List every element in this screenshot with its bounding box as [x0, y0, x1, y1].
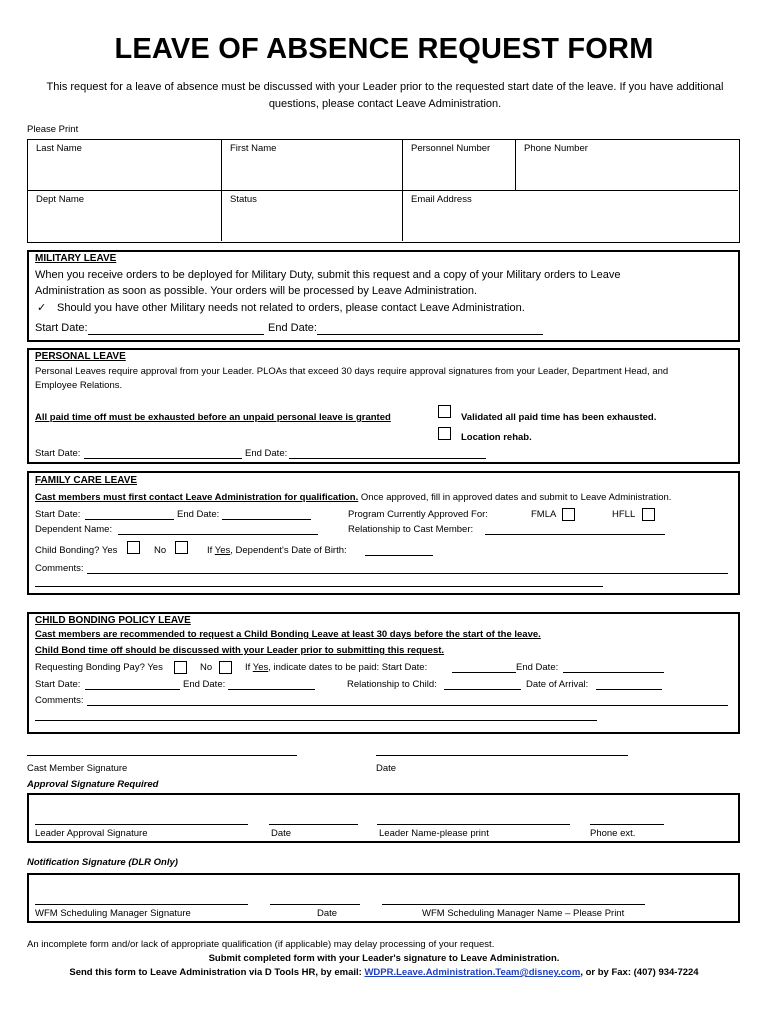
dependent-name-label: Dependent Name: — [35, 524, 113, 535]
location-rehab-label: Location rehab. — [461, 432, 532, 443]
status-field[interactable] — [222, 191, 403, 241]
wfm-name-label: WFM Scheduling Manager Name – Please Print — [422, 908, 625, 919]
military-end-date-input[interactable] — [317, 334, 543, 335]
leader-date-label: Date — [271, 828, 292, 839]
personal-leave-heading: PERSONAL LEAVE — [35, 351, 126, 362]
relationship-child-label: Relationship to Child: — [347, 679, 437, 690]
military-bullet: Should you have other Military needs not related to orders, please contact Leave Administration. — [57, 302, 525, 314]
family-end-date-input[interactable] — [222, 519, 311, 520]
personal-end-date-input[interactable] — [289, 458, 486, 459]
dept-name-field[interactable] — [28, 191, 222, 241]
bonding-pay-no-checkbox[interactable] — [219, 661, 232, 674]
wfm-signature-input[interactable] — [35, 904, 248, 905]
location-rehab-checkbox[interactable] — [438, 427, 451, 440]
family-end-date-label: End Date: — [177, 509, 220, 520]
relationship-input[interactable] — [485, 534, 665, 535]
personal-info-grid — [27, 139, 740, 243]
once-approved-text: Once approved, fill in approved dates and submit to Leave Administration. — [358, 492, 672, 503]
child-bonding-no-checkbox[interactable] — [175, 541, 188, 554]
footer-line-2: Submit completed form with your Leader's signature to Leave Administration. — [208, 953, 560, 964]
cast-member-signature-label: Cast Member Signature — [27, 763, 128, 774]
family-first-contact-line — [35, 492, 671, 503]
cast-member-date-label: Date — [376, 763, 397, 774]
phone-ext-input[interactable] — [590, 824, 664, 825]
phone-ext-label: Phone ext. — [590, 828, 636, 839]
date-of-arrival-input[interactable] — [596, 689, 662, 690]
hfll-label: HFLL — [612, 509, 636, 520]
phone-number-field[interactable] — [516, 140, 738, 191]
paid-end-date-label: End Date: — [516, 662, 559, 673]
dependent-name-input[interactable] — [118, 534, 318, 535]
wfm-name-input[interactable] — [382, 904, 645, 905]
military-text-2: Administration as soon as possible. Your orders will be processed by Leave Administration. — [35, 285, 478, 297]
leader-date-input[interactable] — [269, 824, 358, 825]
footer-line-1: An incomplete form and/or lack of appropriate qualification (if applicable) may delay processing of your request. — [27, 939, 495, 950]
requesting-pay-label: Requesting Bonding Pay? Yes — [35, 662, 163, 673]
hfll-checkbox[interactable] — [642, 508, 655, 521]
family-comments-input[interactable] — [87, 573, 728, 574]
bonding-pay-no-label: No — [200, 662, 213, 673]
if-prefix: If — [207, 545, 215, 556]
phone-number-label: Phone Number — [524, 143, 588, 154]
personal-start-date-input[interactable] — [84, 458, 242, 459]
military-end-date-label: End Date: — [268, 322, 317, 334]
bonding-comments-label: Comments: — [35, 695, 84, 706]
personal-text-1: Personal Leaves require approval from your Leader. PLOAs that exceed 30 days require approval signatures from your Leader, Department Head, and — [35, 366, 669, 377]
first-name-label: First Name — [230, 143, 277, 154]
cast-member-date-input[interactable] — [376, 755, 628, 756]
family-comments-label: Comments: — [35, 563, 84, 574]
if-prefix-2: If — [245, 662, 253, 673]
personal-start-date-label: Start Date: — [35, 448, 81, 459]
personnel-number-label: Personnel Number — [411, 143, 491, 154]
form-title: LEAVE OF ABSENCE REQUEST FORM — [114, 33, 654, 65]
bonding-pay-yes-checkbox[interactable] — [174, 661, 187, 674]
bonding-end-date-input[interactable] — [228, 689, 315, 690]
child-bonding-yes-checkbox[interactable] — [127, 541, 140, 554]
email-link[interactable]: WDPR.Leave.Administration.Team@disney.com — [364, 967, 581, 978]
dependent-dob-input[interactable] — [365, 555, 433, 556]
family-start-date-label: Start Date: — [35, 509, 81, 520]
bonding-start-date-label: Start Date: — [35, 679, 81, 690]
child-bonding-no-label: No — [154, 545, 167, 556]
child-bonding-heading: CHILD BONDING POLICY LEAVE — [35, 615, 191, 626]
bonding-comments-input[interactable] — [87, 705, 728, 706]
paid-start-date-input[interactable] — [452, 672, 516, 673]
child-bonding-label: Child Bonding? Yes — [35, 545, 118, 556]
email-address-label: Email Address — [411, 194, 472, 205]
wfm-date-input[interactable] — [270, 904, 360, 905]
notification-label: Notification Signature (DLR Only) — [27, 857, 178, 868]
bonding-start-date-input[interactable] — [85, 689, 180, 690]
paid-time-note: All paid time off must be exhausted before an unpaid personal leave is granted — [35, 412, 391, 423]
relationship-label: Relationship to Cast Member: — [348, 524, 474, 535]
family-comments-input-2[interactable] — [35, 586, 603, 587]
wfm-signature-label: WFM Scheduling Manager Signature — [35, 908, 191, 919]
program-label: Program Currently Approved For: — [348, 509, 488, 520]
validated-checkbox[interactable] — [438, 405, 451, 418]
leader-name-label: Leader Name-please print — [379, 828, 489, 839]
fmla-checkbox[interactable] — [562, 508, 575, 521]
email-address-field[interactable] — [403, 191, 738, 241]
bonding-end-date-label: End Date: — [183, 679, 226, 690]
footer-fax-text: , or by Fax: (407) 934-7224 — [580, 967, 699, 978]
family-care-heading: FAMILY CARE LEAVE — [35, 475, 138, 486]
yes-text: Yes — [214, 545, 231, 556]
paid-dates-line — [245, 662, 427, 673]
relationship-child-input[interactable] — [444, 689, 521, 690]
date-of-arrival-label: Date of Arrival: — [526, 679, 589, 690]
dependent-dob-label: , Dependent's Date of Birth: — [230, 545, 347, 556]
cast-member-signature-input[interactable] — [27, 755, 297, 756]
leader-name-input[interactable] — [377, 824, 570, 825]
yes-text-2: Yes — [252, 662, 269, 673]
footer-send-text: Send this form to Leave Administration via D Tools HR, by email: — [69, 967, 365, 978]
bonding-discuss-text: Child Bond time off should be discussed with your Leader prior to submitting this request. — [35, 645, 445, 656]
military-text-1: When you receive orders to be deployed for Military Duty, submit this request and a copy of your Military orders to Leave — [35, 269, 621, 281]
personnel-number-field[interactable] — [403, 140, 516, 191]
intro-text: This request for a leave of absence must be discussed with your Leader prior to the requested start date of the leave. If you have additional questions, please contact Leave Administration. — [46, 81, 724, 110]
bonding-recommend-text: Cast members are recommended to request a Child Bonding Leave at least 30 days before the start of the leave. — [35, 629, 541, 640]
paid-end-date-input[interactable] — [563, 672, 664, 673]
personal-end-date-label: End Date: — [245, 448, 288, 459]
approval-required-label: Approval Signature Required — [27, 779, 159, 790]
personal-text-2: Employee Relations. — [35, 380, 123, 391]
status-label: Status — [230, 194, 257, 205]
check-mark-icon: ✓ — [37, 302, 47, 314]
leader-signature-input[interactable] — [35, 824, 248, 825]
first-contact-text: Cast members must first contact Leave Administration for qualification. — [35, 492, 359, 503]
military-start-date-input[interactable] — [88, 334, 264, 335]
leader-signature-label: Leader Approval Signature — [35, 828, 148, 839]
paid-start-date-label: , indicate dates to be paid: Start Date: — [268, 662, 428, 673]
dependent-dob-line — [207, 545, 347, 556]
wfm-date-label: Date — [317, 908, 338, 919]
family-start-date-input[interactable] — [85, 519, 174, 520]
bonding-comments-input-2[interactable] — [35, 720, 597, 721]
last-name-field[interactable] — [28, 140, 222, 191]
dept-name-label: Dept Name — [36, 194, 85, 205]
fmla-label: FMLA — [531, 509, 557, 520]
last-name-label: Last Name — [36, 143, 82, 154]
footer-line-3 — [0, 967, 768, 978]
military-start-date-label: Start Date: — [35, 322, 88, 334]
please-print-label: Please Print — [27, 124, 79, 135]
first-name-field[interactable] — [222, 140, 403, 191]
military-leave-heading: MILITARY LEAVE — [35, 253, 117, 264]
validated-label: Validated all paid time has been exhausted. — [461, 412, 657, 423]
